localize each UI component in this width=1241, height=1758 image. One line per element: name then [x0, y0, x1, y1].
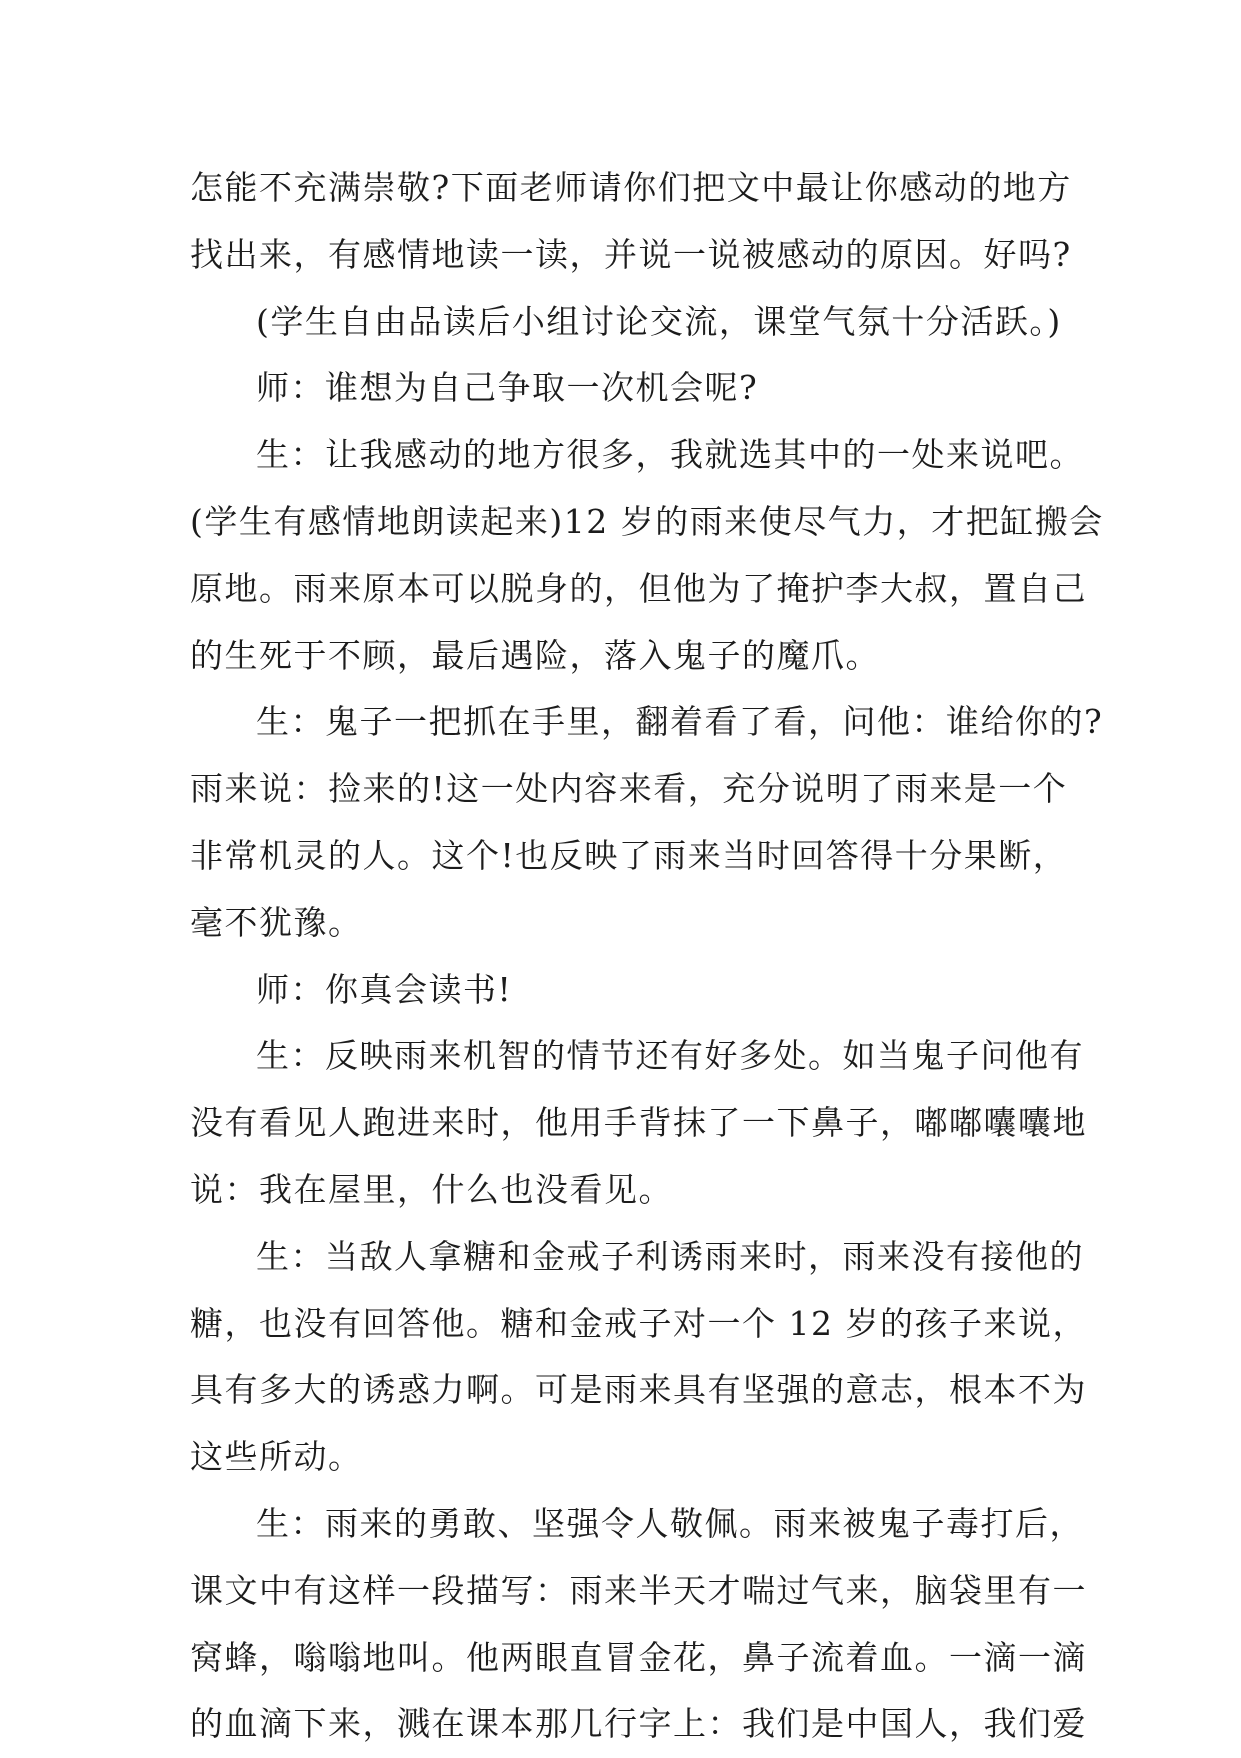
- text-line: 原地。雨来原本可以脱身的，但他为了掩护李大叔，置自己: [190, 568, 1087, 608]
- text-line: 毫不犹豫。: [190, 902, 363, 942]
- text-line: 找出来，有感情地读一读，并说一说被感动的原因。好吗?: [190, 234, 1072, 274]
- text-line: 生：雨来的勇敢、坚强令人敬佩。雨来被鬼子毒打后，: [256, 1503, 1084, 1543]
- text-line: 没有看见人跑进来时，他用手背抹了一下鼻子，嘟嘟囔囔地: [190, 1103, 1087, 1143]
- body-text: [190, 155, 1104, 1758]
- text-line: 说：我在屋里，什么也没看见。: [190, 1169, 673, 1209]
- text-line: 师：谁想为自己争取一次机会呢?: [256, 368, 759, 408]
- text-line: 这些所动。: [190, 1437, 363, 1477]
- text-line: 师：你真会读书!: [256, 969, 513, 1009]
- text-line: 糖，也没有回答他。糖和金戒子对一个 12 岁的孩子来说，: [190, 1303, 1087, 1343]
- text-line: 生：反映雨来机智的情节还有好多处。如当鬼子问他有: [256, 1036, 1084, 1076]
- text-line: 的生死于不顾，最后遇险，落入鬼子的魔爪。: [190, 635, 880, 675]
- text-line: 具有多大的诱惑力啊。可是雨来具有坚强的意志，根本不为: [190, 1370, 1087, 1410]
- text-line: 雨来说：捡来的!这一处内容来看，充分说明了雨来是一个: [190, 769, 1068, 809]
- text-line: 生：鬼子一把抓在手里，翻着看了看，问他：谁给你的?: [256, 702, 1104, 742]
- text-line: 的血滴下来，溅在课本那几行字上：我们是中国人，我们爱: [190, 1704, 1087, 1744]
- text-line: 怎能不充满崇敬?下面老师请你们把文中最让你感动的地方: [190, 168, 1072, 207]
- text-line: 生：当敌人拿糖和金戒子利诱雨来时，雨来没有接他的: [256, 1236, 1084, 1276]
- text-line: (学生自由品读后小组讨论交流，课堂气氛十分活跃。): [256, 301, 1062, 341]
- text-line: 课文中有这样一段描写：雨来半天才喘过气来，脑袋里有一: [190, 1570, 1087, 1610]
- text-line: 非常机灵的人。这个!也反映了雨来当时回答得十分果断，: [190, 835, 1068, 875]
- text-line: 窝蜂，嗡嗡地叫。他两眼直冒金花，鼻子流着血。一滴一滴: [190, 1637, 1087, 1677]
- text-line: 生：让我感动的地方很多，我就选其中的一处来说吧。: [256, 435, 1084, 475]
- text-line: (学生有感情地朗读起来)12 岁的雨来使尽气力，才把缸搬会: [190, 501, 1104, 541]
